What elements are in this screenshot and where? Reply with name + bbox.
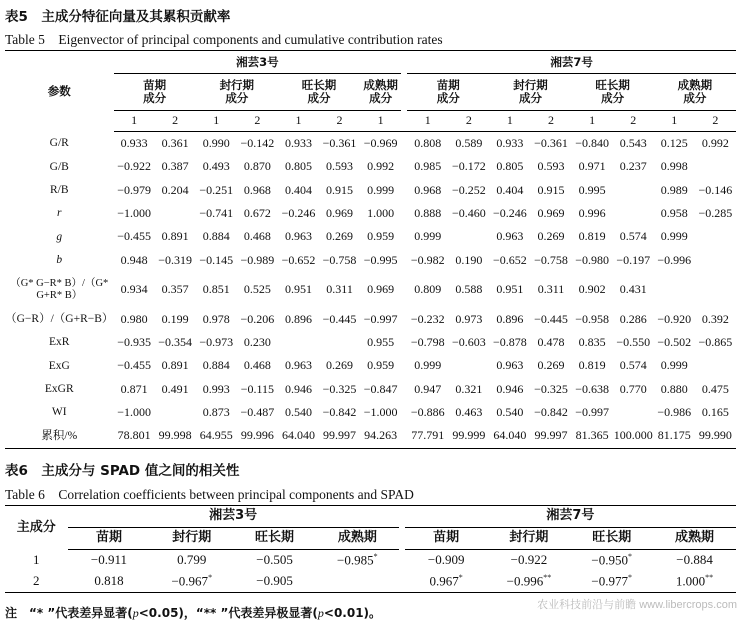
table-row: [5, 550, 736, 572]
table-cell: 99.997: [319, 424, 360, 448]
table-cell: 0.311: [537, 282, 565, 297]
table-cell: 0.967*: [405, 571, 488, 593]
table-cell: 0.431: [619, 282, 647, 297]
table-cell: 0.963: [496, 229, 524, 244]
table-cell: 0.969: [326, 205, 354, 220]
table-row: [5, 401, 736, 424]
table-cell: 0.493: [202, 159, 230, 174]
table-cell: 100.000: [613, 424, 654, 448]
component-number: 1: [407, 111, 448, 132]
table-cell: −0.920: [657, 311, 692, 326]
row-label: WI: [51, 406, 67, 419]
table-cell: 0.404: [496, 182, 524, 197]
t6-period-header: 旺长期: [570, 528, 653, 550]
table-cell: 0.999: [414, 358, 442, 373]
t5-g2-period1: 苗期 成分: [407, 74, 489, 111]
table-cell: 0.955: [367, 335, 395, 350]
t5-g2-period3: 旺长期 成分: [572, 74, 654, 111]
row-label: G/B: [49, 160, 69, 173]
table-cell: 0.968: [414, 182, 442, 197]
table-cell: [448, 225, 489, 248]
table-cell: −0.878: [493, 335, 527, 350]
table-row: [5, 571, 736, 593]
table-cell: [613, 202, 654, 225]
table-cell: −0.865: [698, 335, 733, 350]
table-cell: −0.997: [363, 311, 398, 326]
table-cell: 0.891: [161, 229, 189, 244]
table-cell: 77.791: [407, 424, 448, 448]
table-cell: 0.870: [243, 159, 271, 174]
row-label: R/B: [49, 183, 69, 196]
t5-g1-period2: 封行期 成分: [196, 74, 278, 111]
component-number: 2: [237, 111, 278, 132]
table-cell: −0.325: [534, 381, 568, 396]
significance-mark: *: [373, 552, 378, 562]
group1-header: 湘芸3号: [114, 51, 402, 74]
table-cell: 0.593: [537, 159, 565, 174]
table-cell: −0.115: [240, 381, 275, 396]
table-cell: 99.997: [530, 424, 571, 448]
table-row: [5, 308, 736, 331]
table-cell: −0.840: [575, 136, 609, 151]
table-cell: [155, 401, 196, 424]
table-cell: 0.951: [496, 282, 524, 297]
table-cell: −0.986: [657, 405, 692, 420]
table-cell: −0.842: [534, 405, 568, 420]
table-cell: −0.935: [117, 335, 151, 350]
table-cell: −0.886: [410, 405, 445, 420]
table-cell: 0.946: [284, 381, 312, 396]
significance-mark: *: [628, 573, 633, 583]
table-cell: 0.978: [202, 311, 230, 326]
t6-period-header: 成熟期: [316, 528, 399, 550]
table-cell: 0.311: [326, 282, 353, 297]
component-number: 1: [654, 111, 695, 132]
table-cell: 0.269: [326, 358, 354, 373]
table-cell: 0.835: [578, 335, 606, 350]
t5-g1-period1: 苗期 成分: [114, 74, 196, 111]
table-cell: −0.319: [158, 252, 193, 267]
table-cell: [695, 248, 736, 271]
t6-period-header: 旺长期: [233, 528, 316, 550]
table-cell: 0.540: [284, 405, 312, 420]
component-number: 1: [114, 111, 155, 132]
table-cell: 0.963: [496, 358, 524, 373]
table-cell: 0.933: [120, 136, 148, 151]
table-cell: 0.896: [496, 311, 524, 326]
table-cell: 0.946: [496, 381, 524, 396]
table-cell: 0.963: [284, 229, 312, 244]
table-cell: −0.842: [322, 405, 357, 420]
table-cell: −0.460: [451, 205, 486, 220]
table-cell: −0.505: [256, 552, 293, 568]
table-cell: −0.982: [410, 252, 445, 267]
table-row: [5, 378, 736, 401]
table-cell: 78.801: [114, 424, 155, 448]
table-cell: 0.951: [284, 282, 312, 297]
table5: [5, 50, 736, 449]
table-cell: −0.246: [493, 205, 527, 220]
table-cell: −0.361: [534, 136, 568, 151]
table-cell: −0.251: [199, 182, 234, 197]
row-label: g: [56, 230, 63, 243]
table-cell: 0.958: [660, 205, 688, 220]
table-cell: 99.990: [695, 424, 736, 448]
component-number: 1: [360, 111, 401, 132]
t5-g1-period4: 成熟期 成分: [360, 74, 401, 111]
table-cell: −0.232: [410, 311, 445, 326]
table-cell: 0.165: [701, 405, 729, 420]
table-cell: 0.990: [202, 136, 230, 151]
table-cell: −0.445: [534, 311, 568, 326]
table-row: [5, 225, 736, 248]
table-cell: [613, 179, 654, 202]
table-cell: [695, 354, 736, 377]
row-label: 2: [5, 571, 68, 593]
table-cell: 0.993: [202, 381, 230, 396]
table-cell: −0.985*: [337, 552, 378, 568]
table-cell: −0.847: [363, 381, 398, 396]
significance-mark: *: [208, 573, 213, 583]
table-cell: −0.455: [117, 229, 151, 244]
t6-group2-header: 湘芸7号: [405, 506, 736, 528]
table-cell: 0.968: [243, 182, 271, 197]
table-cell: −0.142: [240, 136, 275, 151]
table-cell: 0.999: [414, 229, 442, 244]
row-label: G/R: [49, 137, 69, 150]
table-cell: 0.884: [202, 229, 230, 244]
component-number: 2: [155, 111, 196, 132]
table-cell: 0.851: [202, 282, 230, 297]
component-number: 2: [613, 111, 654, 132]
table-row: [5, 179, 736, 202]
table-cell: 0.947: [414, 381, 442, 396]
table-cell: 81.365: [572, 424, 613, 448]
table-cell: −0.758: [322, 252, 357, 267]
table-cell: −0.996**: [488, 571, 571, 593]
table-cell: −0.922: [117, 159, 151, 174]
table-cell: 0.269: [326, 229, 354, 244]
table-cell: 0.902: [578, 282, 606, 297]
significance-mark: *: [458, 573, 463, 583]
table-cell: −0.922: [510, 552, 548, 568]
table-cell: −0.361: [322, 136, 357, 151]
component-number: 1: [278, 111, 319, 132]
table-cell: 0.540: [496, 405, 524, 420]
table-cell: 0.980: [120, 311, 148, 326]
table-cell: −1.000: [363, 405, 398, 420]
table-cell: 0.593: [326, 159, 354, 174]
table-cell: 64.040: [489, 424, 530, 448]
table-cell: [695, 155, 736, 178]
table-cell: 99.998: [155, 424, 196, 448]
table-cell: [613, 401, 654, 424]
table-cell: 0.989: [660, 182, 688, 197]
table-cell: −0.206: [240, 311, 275, 326]
component-number: 2: [695, 111, 736, 132]
table-cell: 64.955: [196, 424, 237, 448]
table-cell: 0.995: [578, 182, 606, 197]
table-cell: 0.915: [537, 182, 565, 197]
table-cell: −0.977*: [570, 571, 653, 593]
table-cell: 0.998: [660, 159, 688, 174]
t6-period-header: 苗期: [405, 528, 488, 550]
table-cell: [695, 225, 736, 248]
table-cell: −0.603: [451, 335, 486, 350]
table-cell: 0.286: [619, 311, 647, 326]
table-cell: 0.871: [120, 381, 148, 396]
significance-mark: **: [705, 573, 714, 583]
table-cell: −1.000: [117, 205, 151, 220]
param-header: 参数: [5, 51, 114, 132]
table-cell: −0.958: [575, 311, 609, 326]
table-cell: 0.888: [414, 205, 442, 220]
table-cell: [155, 202, 196, 225]
table-cell: 0.873: [202, 405, 230, 420]
table-cell: 0.478: [537, 335, 565, 350]
table-cell: 0.805: [284, 159, 312, 174]
table-cell: −0.354: [158, 335, 193, 350]
table-cell: −0.967*: [150, 571, 233, 593]
t5-g2-period2: 封行期 成分: [489, 74, 571, 111]
table-cell: −0.252: [451, 182, 486, 197]
table-cell: −0.973: [199, 335, 234, 350]
table-cell: −0.638: [575, 381, 609, 396]
table-cell: 99.999: [448, 424, 489, 448]
table-cell: [316, 571, 399, 593]
table-cell: 0.387: [161, 159, 189, 174]
component-number: 1: [489, 111, 530, 132]
table-cell: 0.999: [660, 358, 688, 373]
table-row: [5, 331, 736, 354]
table-cell: −0.911: [90, 552, 128, 568]
table-cell: 0.973: [455, 311, 483, 326]
table-cell: −0.995: [363, 252, 398, 267]
table-cell: −0.950*: [591, 552, 633, 568]
row-label: b: [56, 253, 63, 266]
t6-period-header: 成熟期: [653, 528, 736, 550]
table-cell: −0.996: [657, 252, 692, 267]
table-cell: 0.237: [619, 159, 647, 174]
table-cell: 0.996: [578, 205, 606, 220]
group2-header: 湘芸7号: [407, 51, 736, 74]
table-cell: −0.285: [698, 205, 733, 220]
table-cell: 0.199: [161, 311, 189, 326]
row-label: 1: [33, 552, 40, 568]
table-cell: 1.000: [367, 205, 395, 220]
table-cell: 0.204: [161, 182, 189, 197]
table-cell: −0.197: [616, 252, 651, 267]
table-cell: 0.818: [68, 571, 151, 593]
table-row: [5, 155, 736, 178]
table-cell: 0.948: [120, 252, 148, 267]
table-cell: 0.959: [367, 229, 395, 244]
table-cell: 0.543: [619, 136, 647, 151]
watermark-text: 农业科技前沿与前瞻 www.libercrops.com: [537, 599, 737, 611]
table-cell: −0.909: [427, 552, 465, 568]
table-cell: −0.989: [240, 252, 275, 267]
t6-period-header: 苗期: [68, 528, 151, 550]
table-cell: −0.997: [575, 405, 609, 420]
table-row: [5, 132, 736, 156]
row-label: （G* G−R* B）/（G* G+R* B）: [10, 277, 109, 301]
component-number: 1: [196, 111, 237, 132]
table-cell: 0.321: [455, 381, 483, 396]
table-cell: 0.392: [701, 311, 729, 326]
table-cell: 0.959: [367, 358, 395, 373]
component-number: 2: [319, 111, 360, 132]
table-row: [5, 202, 736, 225]
table-cell: 0.992: [701, 136, 729, 151]
row-label: （G−R）/（G+R−B）: [5, 313, 114, 326]
t5-g1-period3: 旺长期 成分: [278, 74, 360, 111]
table-cell: 0.963: [284, 358, 312, 373]
table-cell: −0.652: [281, 252, 316, 267]
table-cell: 0.230: [243, 335, 271, 350]
table-cell: 0.491: [161, 381, 189, 396]
table-cell: −1.000: [117, 405, 151, 420]
significance-mark: *: [628, 552, 633, 562]
table-cell: 0.819: [578, 229, 606, 244]
table-cell: −0.979: [117, 182, 151, 197]
footnote: 注 “* ”代表差异显著(p<0.05)，“** ”代表差异极显著(p<0.01)。: [5, 606, 382, 620]
t6-group1-header: 湘芸3号: [68, 506, 399, 528]
table-cell: 94.263: [360, 424, 401, 448]
table6-caption-cn: 表6 主成分与 SPAD 值之间的相关性: [5, 463, 240, 479]
table-cell: −0.758: [534, 252, 568, 267]
table-cell: 0.999: [367, 182, 395, 197]
table-cell: 81.175: [654, 424, 695, 448]
table-cell: −0.172: [451, 159, 486, 174]
table-cell: 0.971: [578, 159, 606, 174]
table-cell: 0.805: [496, 159, 524, 174]
table-cell: −0.145: [199, 252, 234, 267]
table-cell: −0.502: [657, 335, 692, 350]
table-cell: 99.996: [237, 424, 278, 448]
table-row: [5, 272, 736, 308]
table-cell: [695, 272, 736, 308]
table-cell: −0.445: [322, 311, 357, 326]
table-cell: 0.808: [414, 136, 442, 151]
row-label: r: [57, 207, 62, 220]
table6: [5, 505, 736, 593]
table6-caption-en: Table 6 Correlation coefficients between principal components and SPAD: [5, 487, 414, 502]
table-cell: 0.361: [161, 136, 189, 151]
table-cell: 0.880: [660, 381, 688, 396]
table-cell: 0.672: [243, 205, 271, 220]
table5-caption-en: Table 5 Eigenvector of principal components and cumulative contribution rates: [5, 32, 443, 47]
table-cell: 0.269: [537, 358, 565, 373]
table-cell: 0.190: [455, 252, 483, 267]
table-cell: [448, 354, 489, 377]
table-cell: −0.741: [199, 205, 234, 220]
table-cell: −0.146: [698, 182, 733, 197]
table-cell: 0.799: [177, 552, 207, 568]
table-cell: 0.468: [243, 358, 271, 373]
table-cell: 0.574: [619, 229, 647, 244]
table-cell: 0.969: [537, 205, 565, 220]
table-cell: 0.992: [367, 159, 395, 174]
table-cell: 0.475: [701, 381, 729, 396]
table-cell: 64.040: [278, 424, 319, 448]
row-label: ExR: [49, 336, 70, 349]
table-cell: −0.980: [575, 252, 609, 267]
table-cell: −0.798: [410, 335, 445, 350]
table-cell: −0.550: [616, 335, 651, 350]
table-cell: −0.884: [676, 552, 713, 568]
table-cell: 0.770: [619, 381, 647, 396]
table-cell: −0.246: [281, 205, 316, 220]
table-cell: [319, 331, 360, 354]
table-cell: 0.891: [161, 358, 189, 373]
component-number: 2: [448, 111, 489, 132]
table-cell: 0.985: [414, 159, 442, 174]
table-cell: 0.933: [284, 136, 312, 151]
component-number: 1: [572, 111, 613, 132]
t6-period-header: 封行期: [488, 528, 571, 550]
table-row: [5, 248, 736, 271]
t6-period-header: 封行期: [150, 528, 233, 550]
significance-mark: **: [543, 573, 552, 583]
table-cell: [654, 272, 695, 308]
table-cell: 0.589: [455, 136, 483, 151]
table-cell: 0.468: [243, 229, 271, 244]
table-cell: 0.269: [537, 229, 565, 244]
table-cell: 0.125: [660, 136, 688, 151]
table-cell: 0.463: [455, 405, 483, 420]
table-cell: 0.574: [619, 358, 647, 373]
table-cell: −0.652: [493, 252, 527, 267]
table-cell: 0.934: [120, 282, 148, 297]
table-cell: 0.588: [455, 282, 483, 297]
table-cell: 0.884: [202, 358, 230, 373]
table-cell: 0.525: [243, 282, 271, 297]
table-cell: −0.969: [363, 136, 398, 151]
row-label: ExGR: [44, 383, 74, 395]
table-cell: −0.487: [240, 405, 275, 420]
table-row: [5, 354, 736, 377]
table-cell: −0.905: [233, 571, 316, 593]
table-cell: 1.000**: [653, 571, 736, 593]
table-row: [5, 424, 736, 448]
table-cell: −0.455: [117, 358, 151, 373]
t5-g2-period4: 成熟期 成分: [654, 74, 736, 111]
table5-caption-cn: 表5 主成分特征向量及其累积贡献率: [5, 9, 231, 25]
row-label: 累积/%: [5, 424, 114, 448]
table-cell: 0.969: [367, 282, 395, 297]
table-cell: 0.819: [578, 358, 606, 373]
table-cell: 0.915: [326, 182, 354, 197]
table-cell: 0.357: [161, 282, 189, 297]
table-cell: 0.809: [414, 282, 442, 297]
table-cell: −0.325: [322, 381, 357, 396]
table-cell: 0.896: [284, 311, 312, 326]
component-number: 2: [530, 111, 571, 132]
table-cell: 0.999: [660, 229, 688, 244]
pc-header: 主成分: [5, 506, 68, 550]
row-label: ExG: [48, 359, 70, 372]
table-cell: 0.404: [284, 182, 312, 197]
table-cell: 0.933: [496, 136, 524, 151]
table-cell: [278, 331, 319, 354]
